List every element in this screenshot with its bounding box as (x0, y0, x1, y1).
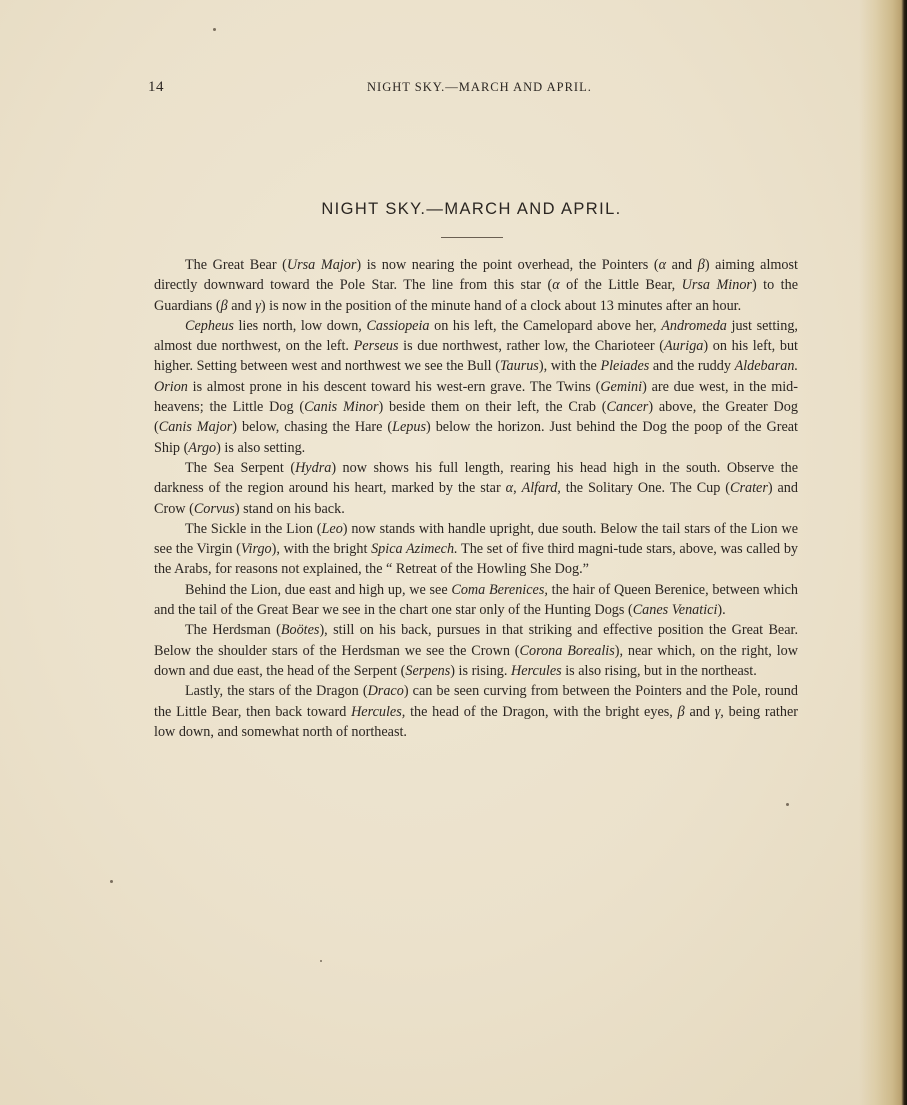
text-run: ), with the (538, 358, 601, 375)
paragraph-coma-berenices (154, 580, 798, 621)
text-run: the head of the Dragon, with the bright eyes, (405, 703, 678, 720)
italic-term: Spica Azimech. (371, 541, 458, 558)
text-run: ), with the bright (271, 541, 372, 558)
text-run: The Sea Serpent ( (185, 459, 296, 476)
italic-term: Andromeda (661, 317, 727, 334)
text-run: ) and Crow ( (154, 480, 798, 517)
italic-term: Ursa Major (286, 257, 357, 273)
italic-term: Perseus (353, 338, 399, 355)
italic-term: Canes Venatici (632, 602, 718, 619)
text-run: and (227, 297, 256, 314)
italic-term: Cancer (606, 399, 649, 416)
article-body (154, 255, 798, 742)
paper-speck (110, 880, 113, 883)
text-run: ) aiming almost directly downward toward the Pole Star. The line from this star ( (154, 257, 798, 294)
paragraph-sea-serpent (154, 458, 798, 519)
italic-term: Orion (154, 378, 188, 395)
text-run: of the Little Bear, (559, 277, 682, 294)
text-run: ), still on his back, pursues in that striking and effective position the Great Bear. Below the shoulder stars of the Herdsman we see the Crown ( (154, 622, 799, 659)
text-run: Behind the Lion, due east and high up, we see (185, 581, 452, 598)
italic-term: Hercules, (351, 703, 406, 720)
text-run: is due northwest, rather low, the Charioteer ( (398, 338, 664, 355)
italic-term: Crater (730, 480, 768, 497)
italic-term: β (677, 703, 685, 720)
italic-term: Gemini (600, 378, 643, 395)
text-run: The set of five third magni-tude stars, above, was called by the Arabs, for reasons not explained, the “ Retreat of the Howling She Dog.” (154, 541, 799, 578)
italic-term: Taurus (499, 358, 539, 375)
text-run: ) is rising. (450, 662, 511, 679)
text-run: Lastly, the stars of the Dragon ( (185, 683, 368, 700)
text-run: The Sickle in the Lion ( (185, 520, 322, 537)
italic-term: γ (714, 703, 721, 720)
text-run: ) stand on his back. (234, 500, 345, 517)
italic-term: β (697, 257, 705, 273)
italic-term: Coma Berenices, (451, 581, 548, 598)
text-run: ) on his left, but higher. Setting between west and northwest we see the Bull ( (154, 338, 798, 375)
text-run: ), near which, on the right, low down and due east, the head of the Serpent ( (154, 642, 798, 679)
text-run: just setting, almost due northwest, on the left. (154, 317, 798, 355)
italic-term: α (552, 277, 560, 294)
italic-term: Hydra (295, 459, 332, 476)
italic-term: Cassiopeia (366, 317, 430, 334)
italic-term: α (505, 480, 514, 497)
text-run: and (666, 257, 698, 273)
title-rule (441, 237, 503, 238)
paragraph-herdsman (154, 620, 798, 681)
page-number: 14 (148, 79, 164, 95)
italic-term: γ (255, 297, 261, 314)
text-run: ) to the Guardians ( (154, 277, 798, 314)
italic-term: Alfard, (521, 480, 561, 497)
text-run: The Herdsman ( (185, 622, 281, 639)
text-run: ). (717, 602, 726, 619)
text-run: and the ruddy (649, 358, 735, 375)
text-run: ) now stands with handle upright, due south. Below the tail stars of the Lion we see the Virgin ( (154, 520, 798, 558)
text-run: on his left, the Camelopard above her, (429, 317, 662, 334)
text-run: ) is also setting. (216, 439, 306, 456)
paragraph-sickle-lion (154, 519, 798, 580)
text-run: the hair of Queen Berenice, between which and the tail of the Great Bear we see in the chart one star only of the Hunting Dogs ( (154, 581, 798, 619)
italic-term: Hercules (510, 662, 562, 679)
text-run: , being rather low down, and somewhat north of northeast. (154, 703, 798, 740)
text-run: ) is now nearing the point overhead, the Pointers ( (356, 257, 659, 273)
italic-term: Argo (188, 439, 217, 456)
italic-term: Canis Major (158, 419, 233, 436)
italic-term: Boötes (280, 622, 320, 639)
running-title: NIGHT SKY.—MARCH AND APRIL. (367, 80, 592, 94)
italic-term: Serpens (405, 662, 451, 679)
text-run: is also rising, but in the northeast. (561, 662, 757, 679)
text-run: ) is now in the position of the minute hand of a clock about 13 minutes after an hour. (260, 297, 742, 314)
text-run: is almost prone in his descent toward his west-ern grave. The Twins ( (187, 378, 601, 395)
italic-term: Aldebaran. (734, 358, 799, 375)
text-run: the Solitary One. The Cup ( (560, 480, 731, 497)
text-run: The Great Bear ( (185, 257, 287, 273)
italic-term: Virgo (240, 541, 272, 558)
italic-term: Cepheus (185, 317, 234, 334)
text-run: ) can be seen curving from between the Pointers and the Pole, round the Little Bear, then back toward (154, 683, 798, 720)
text-run: ) below, chasing the Hare ( (232, 419, 393, 436)
running-head (0, 79, 907, 99)
text-run: lies north, low down, (233, 317, 367, 334)
italic-term: Auriga (663, 338, 704, 355)
paragraph-dragon (154, 681, 798, 742)
paper-speck (786, 803, 789, 806)
text-run: ) now shows his full length, rearing his head high in the south. Observe the darkness of the region around his heart, marked by the star (154, 459, 798, 497)
page-binding-edge (859, 0, 907, 1105)
text-run: ) below the horizon. Just behind the Dog the poop of the Great Ship ( (154, 419, 798, 456)
italic-term: Ursa Minor (681, 277, 752, 294)
text-run: , (513, 480, 522, 497)
italic-term: α (658, 257, 667, 273)
text-run: ) are due west, in the mid-heavens; the Little Dog ( (154, 378, 798, 416)
paragraph-cepheus (154, 316, 798, 458)
paper-speck (320, 960, 322, 962)
paper-speck (213, 28, 216, 31)
paragraph-great-bear (154, 255, 798, 316)
italic-term: Canis Minor (304, 399, 379, 416)
italic-term: Draco (367, 683, 404, 700)
text-run: and (684, 703, 715, 720)
text-run: ) above, the Greater Dog ( (154, 399, 798, 436)
italic-term: Lepus (392, 419, 426, 436)
italic-term: Corona Borealis (519, 642, 615, 659)
italic-term: Pleiades (600, 358, 650, 375)
article-title: NIGHT SKY.—MARCH AND APRIL. (321, 200, 622, 218)
italic-term: Corvus (193, 500, 235, 517)
italic-term: β (220, 297, 228, 314)
italic-term: Leo (321, 520, 343, 537)
text-run: ) beside them on their left, the Crab ( (378, 399, 607, 416)
